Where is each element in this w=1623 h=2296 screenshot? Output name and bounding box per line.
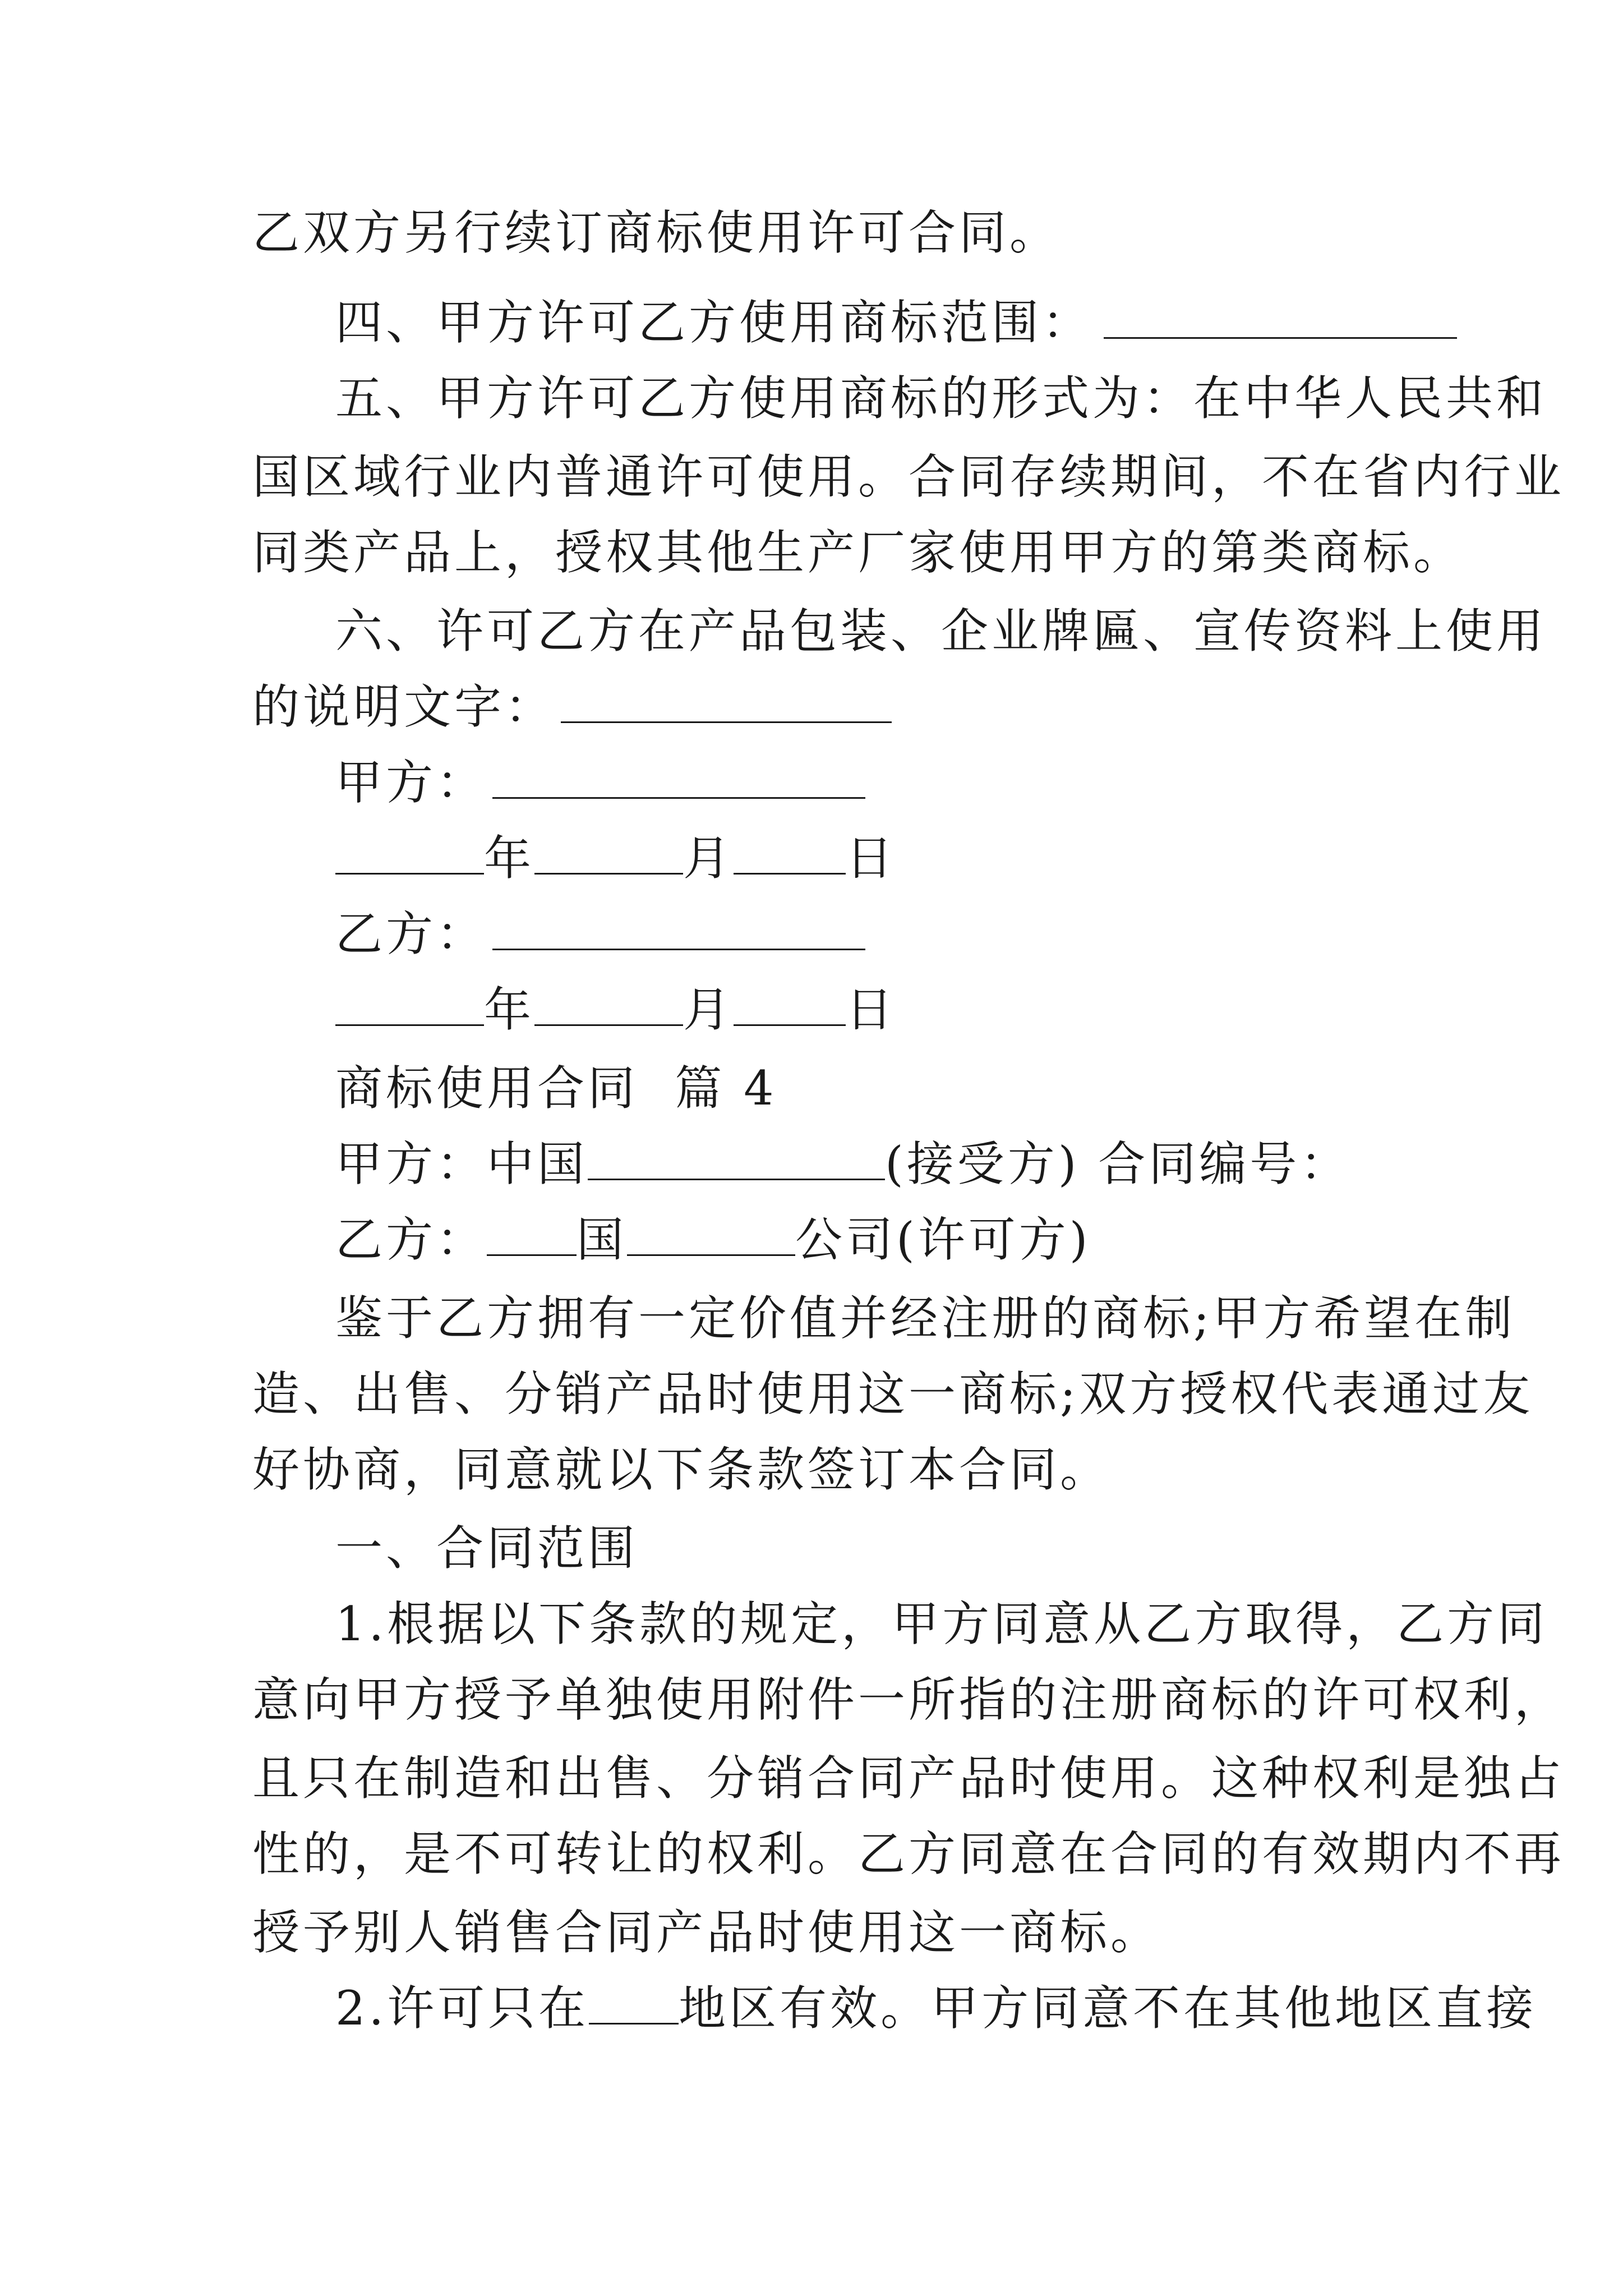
party-a-line <box>335 1133 1380 1195</box>
fill-blank <box>492 758 865 799</box>
item-one-line-4 <box>252 1823 1565 1885</box>
text: 国 <box>577 1212 628 1267</box>
text: 好协商，同意就以下条款签订本合同。 <box>252 1442 1111 1497</box>
clause-five-line-1 <box>335 367 1547 429</box>
clause-four <box>335 292 1380 353</box>
clause-six-line-2 <box>252 676 1380 738</box>
paragraph-line <box>252 202 1380 264</box>
day-label: 日 <box>846 982 897 1037</box>
item-one-line-1 <box>335 1593 1548 1655</box>
clause-five-line-3 <box>252 522 1464 583</box>
clause-six-line-1 <box>335 600 1547 662</box>
date-line-b <box>335 979 1380 1041</box>
text: 国区域行业内普通许可使用。合同存续期间，不在省内行业 <box>252 449 1565 504</box>
item-one-line-5 <box>252 1902 1380 1963</box>
text: 商标使用合同 篇 4 <box>335 1061 777 1116</box>
text: 同类产品上，授权其他生产厂家使用甲方的第类商标。 <box>252 525 1464 580</box>
year-blank <box>335 985 484 1026</box>
month-blank <box>534 834 683 875</box>
text: 甲方：中国 <box>335 1137 588 1191</box>
text: 甲方： <box>335 755 487 810</box>
fill-blank <box>627 1215 795 1256</box>
text: 乙双方另行续订商标使用许可合同。 <box>252 205 1061 260</box>
text: 地区有效。甲方同意不在其他地区直接 <box>679 1981 1537 2036</box>
item-one-line-2 <box>252 1669 1565 1731</box>
date-line-a <box>335 827 1380 889</box>
text: 乙方： <box>335 907 487 961</box>
preamble-line-1 <box>335 1287 1516 1349</box>
fill-blank <box>1104 298 1457 339</box>
year-blank <box>335 834 484 875</box>
day-blank <box>734 834 846 875</box>
section-heading <box>335 1057 1380 1119</box>
party-a-signature <box>335 752 1380 813</box>
preamble-line-3 <box>252 1439 1380 1501</box>
fill-blank <box>588 1139 885 1180</box>
section-one-heading <box>335 1517 1380 1579</box>
month-label: 月 <box>683 831 734 886</box>
clause-five-line-2 <box>252 446 1565 508</box>
text: 且只在制造和出售、分销合同产品时使用。这种权利是独占 <box>252 1751 1565 1806</box>
text: 六、许可乙方在产品包装、企业牌匾、宣传资料上使用 <box>335 604 1547 659</box>
text: 五、甲方许可乙方使用商标的形式为：在中华人民共和 <box>335 371 1547 426</box>
preamble-line-2 <box>252 1363 1534 1425</box>
text: 造、出售、分销产品时使用这一商标;双方授权代表通过友 <box>252 1366 1534 1421</box>
day-label: 日 <box>846 831 897 886</box>
text: 一、合同范围 <box>335 1521 639 1576</box>
text: 授予别人销售合同产品时使用这一商标。 <box>252 1905 1161 1960</box>
year-label: 年 <box>484 831 535 886</box>
text: 四、甲方许可乙方使用商标范围： <box>335 295 1093 350</box>
month-label: 月 <box>683 982 734 1037</box>
text: 意向甲方授予单独使用附件一所指的注册商标的许可权利， <box>252 1672 1565 1727</box>
party-b-signature <box>335 903 1380 965</box>
text: 的说明文字： <box>252 679 556 734</box>
text: 1.根据以下条款的规定，甲方同意从乙方取得，乙方同 <box>335 1596 1548 1651</box>
fill-blank <box>492 909 865 950</box>
item-one-line-3 <box>252 1747 1565 1809</box>
text: 鉴于乙方拥有一定价值并经注册的商标;甲方希望在制 <box>335 1291 1516 1346</box>
text: (接受方) 合同编号： <box>885 1137 1351 1191</box>
text: 公司(许可方) <box>795 1212 1091 1267</box>
day-blank <box>734 985 846 1026</box>
fill-blank <box>589 1984 679 2024</box>
text: 乙方： <box>335 1212 487 1267</box>
text: 性的，是不可转让的权利。乙方同意在合同的有效期内不再 <box>252 1826 1565 1881</box>
text: 2.许可只在 <box>335 1981 589 2036</box>
month-blank <box>534 985 683 1026</box>
fill-blank <box>561 682 892 723</box>
year-label: 年 <box>484 982 535 1037</box>
party-b-line <box>335 1209 1380 1271</box>
item-two-line-1 <box>335 1977 1537 2039</box>
fill-blank <box>487 1215 577 1256</box>
